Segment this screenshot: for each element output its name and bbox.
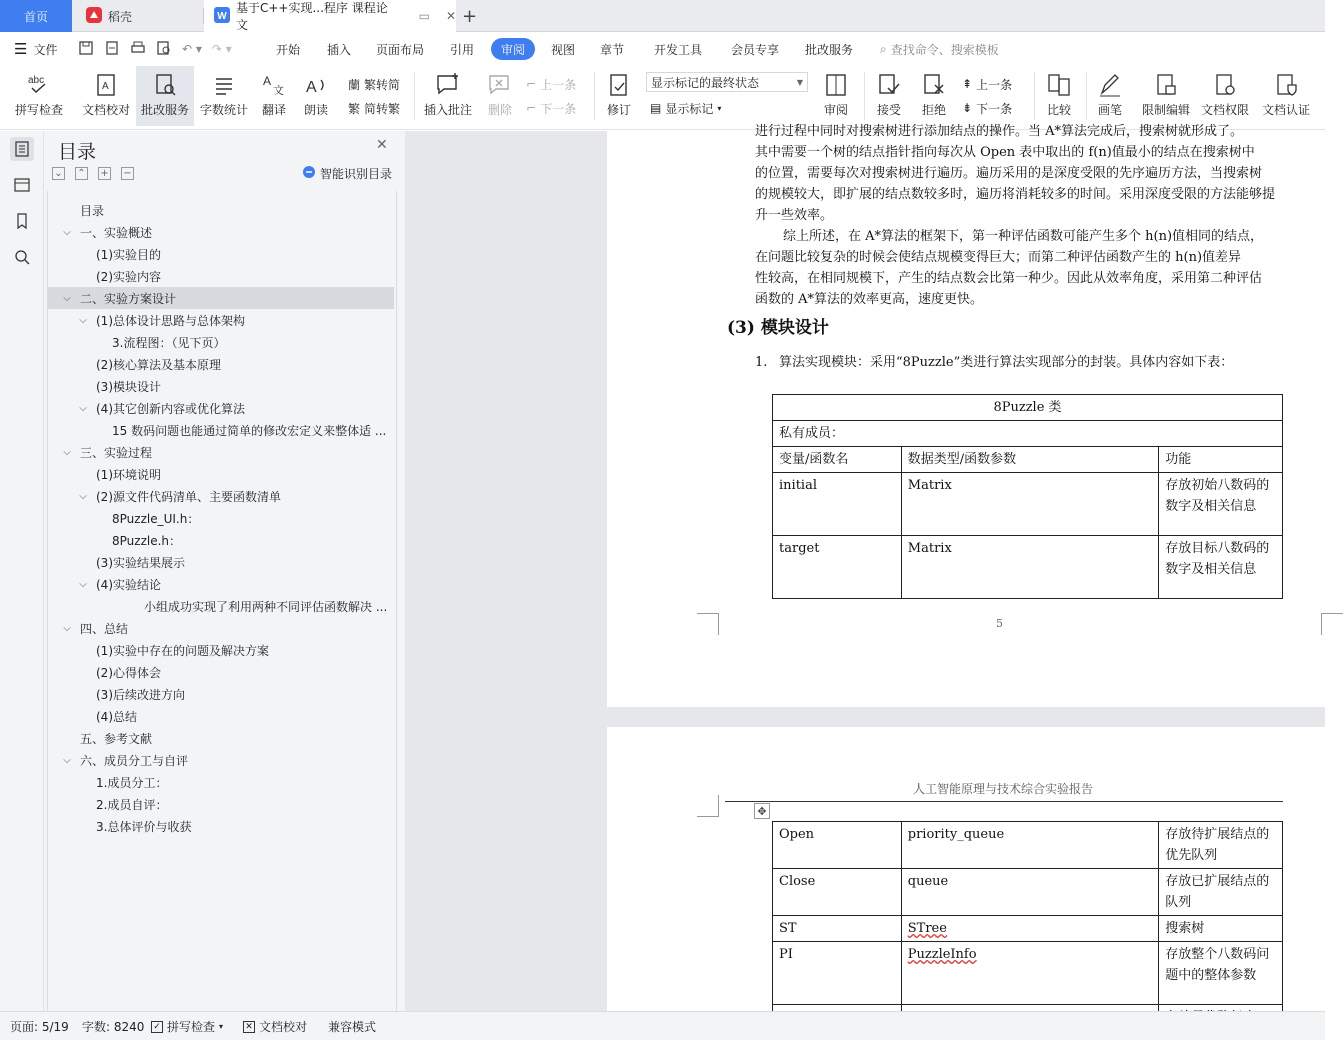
chevron-down-icon[interactable]: ⌵ <box>63 622 71 634</box>
chevron-down-icon[interactable]: ⌵ <box>63 226 71 238</box>
simp-to-trad-label: 简转繁 <box>364 101 401 116</box>
ribbon-separator <box>864 72 865 120</box>
proofread-status-label: 文档校对 <box>259 1020 308 1034</box>
save-icon[interactable] <box>78 40 94 59</box>
toc-item-label: 目录 <box>80 203 105 218</box>
smart-toc-button[interactable] <box>302 165 392 182</box>
table-cell: 存放已扩展结点的队列 <box>1159 869 1283 916</box>
table-cell: target <box>773 536 902 599</box>
table-cell: STree <box>901 916 1159 942</box>
read-aloud-label: 朗读 <box>303 103 328 117</box>
toc-item[interactable] <box>48 815 394 837</box>
compare-icon <box>1046 72 1072 98</box>
spell-check-icon <box>26 72 52 98</box>
compat-mode-indicator: 兼容模式 <box>328 1020 377 1034</box>
toc-item[interactable] <box>48 595 394 617</box>
proofread-status[interactable] <box>243 1012 307 1041</box>
redo-icon[interactable]: ↷ ▾ <box>211 42 232 56</box>
table-cell: Matrix <box>901 536 1158 599</box>
translate-button[interactable] <box>254 66 294 126</box>
toc-item[interactable] <box>48 485 394 507</box>
insert-comment-icon <box>435 72 461 98</box>
table-cell: 搜索树 <box>1159 916 1283 942</box>
table-row <box>773 869 1283 916</box>
menu-review[interactable]: 审阅 <box>491 38 535 60</box>
pen-label: 画笔 <box>1097 103 1122 117</box>
svg-text:文: 文 <box>273 84 284 97</box>
accept-label: 接受 <box>876 103 901 117</box>
show-markup-icon: ▤ <box>650 101 662 115</box>
word-count-icon <box>211 72 237 98</box>
spell-check-status-label: 拼写检查 <box>167 1020 216 1034</box>
spell-check-button[interactable] <box>8 66 70 126</box>
ribbon-separator <box>594 72 595 120</box>
table-cell: priority_queue <box>901 822 1159 869</box>
word-count-button[interactable] <box>198 66 250 126</box>
toc-item-label: 1.成员分工： <box>96 775 168 790</box>
svg-text:A: A <box>263 74 272 88</box>
chevron-down-icon: ▼ <box>796 77 803 87</box>
file-menu[interactable] <box>14 32 57 66</box>
new-tab-button[interactable]: + <box>462 5 478 27</box>
quick-access-toolbar <box>78 32 232 66</box>
toc-item-label: (2)心得体会 <box>96 665 161 680</box>
section-heading: (3) 模块设计 <box>727 318 829 338</box>
toc-item[interactable] <box>48 727 394 749</box>
toc-item-label: 六、成员分工与自评 <box>80 753 189 768</box>
text-line: 在问题比较复杂的时候会使结点规模变得巨大；而第二种评估函数产生的 h(n)值差异 <box>755 250 1242 265</box>
next-comment-label: 下一条 <box>540 101 577 116</box>
spell-check-status[interactable] <box>151 1012 223 1041</box>
svg-text:A: A <box>102 81 109 92</box>
tab-document-label: 基于C++实现...程序 课程论文 <box>236 1 388 32</box>
word-doc-icon <box>214 7 230 26</box>
chevron-down-icon[interactable]: ⌵ <box>63 292 71 304</box>
toc-item[interactable] <box>48 243 394 265</box>
toc-item[interactable] <box>48 419 394 441</box>
class-table <box>772 394 1283 599</box>
text-line: 进行过程中同时对搜索树进行添加结点的操作。当 A*算法完成后，搜索树就形成了。 <box>755 124 1244 139</box>
toc-item-label: (3)实验结果展示 <box>96 555 185 570</box>
remove-heading-icon[interactable]: − <box>121 167 134 180</box>
ribbon-separator <box>1034 72 1035 120</box>
daoke-logo-icon <box>86 7 102 26</box>
chevron-down-icon[interactable]: ⌵ <box>79 578 87 590</box>
pen-button[interactable] <box>1092 66 1128 126</box>
page-number: 5 <box>996 617 1003 630</box>
prev-comment-button[interactable] <box>526 74 576 94</box>
close-icon[interactable]: ✕ <box>376 137 388 153</box>
table-cell: 存放初始八数码的数字及相关信息 <box>1159 473 1283 536</box>
toc-item-label: (2)核心算法及基本原理 <box>96 357 221 372</box>
toc-item-label: 五、参考文献 <box>80 731 153 746</box>
toc-item[interactable] <box>48 463 394 485</box>
correction-service-button[interactable] <box>136 66 194 126</box>
markup-state-value: 显示标记的最终状态 <box>651 75 760 90</box>
table-cell: 存放目标八数码的数字及相关信息 <box>1159 536 1283 599</box>
smart-toc-icon <box>302 165 316 182</box>
reject-button[interactable] <box>914 66 954 126</box>
toc-panel <box>44 131 405 1011</box>
toc-item[interactable] <box>48 793 394 815</box>
toc-item[interactable] <box>48 221 394 243</box>
table-cell: 存放整个八数码问题中的整体参数 <box>1159 942 1283 1005</box>
toc-item[interactable] <box>48 639 394 661</box>
next-change-button[interactable] <box>962 98 1012 118</box>
smart-toc-label: 智能识别目录 <box>320 167 393 181</box>
toc-item-label: 二、实验方案设计 <box>80 291 177 306</box>
table-row <box>773 822 1283 869</box>
toc-item-label: (4)实验结论 <box>96 577 161 592</box>
toc-item-label: (3)模块设计 <box>96 379 161 394</box>
chevron-down-icon[interactable]: ⌵ <box>79 490 87 502</box>
left-toolbar <box>0 131 44 1011</box>
tab-daoke[interactable] <box>74 0 202 32</box>
toc-item-label: 8Puzzle.h： <box>112 533 182 548</box>
hamburger-icon: ☰ <box>14 40 28 58</box>
bookmark-icon[interactable] <box>10 209 34 233</box>
doc-permission-icon <box>1212 72 1238 98</box>
table-title: 8Puzzle 类 <box>773 395 1283 421</box>
toc-item-label: (3)后续改进方向 <box>96 687 185 702</box>
table-header: 数据类型/函数参数 <box>901 447 1158 473</box>
text-line: 函数的 A*算法的效率更高，速度更快。 <box>755 292 984 307</box>
toc-item[interactable] <box>48 507 394 529</box>
word-count-label: 字数统计 <box>199 103 248 117</box>
toc-item[interactable] <box>48 309 394 331</box>
markup-state-select[interactable] <box>646 72 808 92</box>
print-icon[interactable] <box>130 40 146 59</box>
page-5 <box>607 124 1325 707</box>
text-line: 升一些效率。 <box>755 208 834 223</box>
table-cell: Open <box>773 822 902 869</box>
menu-member[interactable]: 会员专享 <box>731 42 780 57</box>
show-markup-label: 显示标记 <box>665 101 714 116</box>
table-row <box>773 536 1283 599</box>
toc-item[interactable] <box>48 397 394 419</box>
add-heading-icon[interactable]: + <box>98 167 111 180</box>
next-comment-button[interactable] <box>526 98 576 118</box>
screen-icon[interactable]: ▭ <box>418 9 430 23</box>
delete-comment-label: 删除 <box>487 103 512 117</box>
prev-change-button[interactable] <box>962 74 1012 94</box>
toc-item[interactable] <box>48 661 394 683</box>
menu-grading[interactable]: 批改服务 <box>805 42 854 57</box>
ribbon-separator <box>1086 72 1087 120</box>
toc-item-label: (2)源文件代码清单、主要函数清单 <box>96 489 281 504</box>
proofread-icon <box>93 72 119 98</box>
next-change-icon: ⇟ <box>962 101 973 115</box>
toc-item-label: (2)实验内容 <box>96 269 161 284</box>
trad-to-simp-label: 繁转简 <box>364 77 401 92</box>
page-corner-mark <box>697 795 719 817</box>
next-change-label: 下一条 <box>976 101 1013 116</box>
toc-item-label: 一、实验概述 <box>80 225 153 240</box>
menu-chapter[interactable]: 章节 <box>600 42 625 57</box>
menu-reference[interactable]: 引用 <box>450 42 475 57</box>
toc-item-label: (1)总体设计思路与总体架构 <box>96 313 245 328</box>
prev-comment-icon: ⌐ <box>526 77 537 91</box>
search-icon[interactable] <box>10 245 34 269</box>
table-row <box>773 942 1283 1005</box>
reject-icon <box>921 72 947 98</box>
word-count-indicator[interactable]: 字数: 8240 <box>82 1020 145 1034</box>
delete-comment-button[interactable] <box>480 66 520 126</box>
toc-item-label: (4)其它创新内容或优化算法 <box>96 401 245 416</box>
shield-icon <box>1273 72 1299 98</box>
simp-to-trad-button[interactable] <box>348 98 400 118</box>
toc-item[interactable] <box>48 529 394 551</box>
toc-item[interactable] <box>48 617 394 639</box>
prev-comment-label: 上一条 <box>540 77 577 92</box>
toc-item-label: (4)总结 <box>96 709 137 724</box>
show-markup-button[interactable] <box>650 98 721 118</box>
lock-icon <box>1153 72 1179 98</box>
page-indicator[interactable]: 页面: 5/19 <box>10 1020 69 1034</box>
table-cell: initial <box>773 473 902 536</box>
track-changes-label: 修订 <box>606 103 631 117</box>
command-search[interactable] <box>880 32 999 66</box>
insert-comment-button[interactable] <box>422 66 474 126</box>
trad-to-simp-icon: 蘭 <box>348 77 361 92</box>
table-private-label: 私有成员： <box>773 421 1283 447</box>
menu-bar <box>0 32 1325 66</box>
menu-start[interactable]: 开始 <box>276 42 301 57</box>
delete-comment-icon <box>487 72 513 98</box>
tab-home-label: 首页 <box>23 9 48 24</box>
expand-up-icon[interactable]: ⌃ <box>75 167 88 180</box>
pen-icon <box>1097 72 1123 98</box>
reject-label: 拒绝 <box>921 103 946 117</box>
title-bar <box>0 0 1325 32</box>
toc-item[interactable] <box>48 199 394 221</box>
chevron-down-icon[interactable]: ⌵ <box>63 754 71 766</box>
chevron-down-icon: ▾ <box>219 1022 224 1031</box>
trad-to-simp-button[interactable] <box>348 74 400 94</box>
menu-devtools[interactable]: 开发工具 <box>654 42 703 57</box>
track-changes-button[interactable] <box>600 66 638 126</box>
simp-to-trad-icon: 繁 <box>348 101 361 116</box>
tab-daoke-label: 稻壳 <box>108 9 133 24</box>
correction-service-label: 批改服务 <box>140 103 189 117</box>
text-line: 其中需要一个树的结点指针指向每次从 Open 表中取出的 f(n)值最小的结点在搜索树中 <box>755 145 1255 160</box>
read-aloud-button[interactable] <box>298 66 334 126</box>
restrict-edit-button[interactable] <box>1140 66 1192 126</box>
toc-item-label: (1)实验目的 <box>96 247 161 262</box>
text-line: 的位置，需要每次对搜索树进行遍历。遍历采用的是深度受限的先序遍历方法，当搜索树 <box>755 166 1263 181</box>
svg-text:A: A <box>306 79 317 96</box>
toc-item[interactable] <box>48 683 394 705</box>
toc-item-label: 2.成员自评： <box>96 797 168 812</box>
checkbox-icon: ✓ <box>151 1021 163 1033</box>
prev-change-label: 上一条 <box>976 77 1013 92</box>
toc-item-label: 8Puzzle_UI.h： <box>112 511 200 526</box>
close-tab-icon[interactable]: ✕ <box>445 9 456 23</box>
table-header: 变量/函数名 <box>773 447 902 473</box>
toc-item[interactable] <box>48 287 394 309</box>
compare-label: 比较 <box>1046 103 1071 117</box>
doc-permission-label: 文档权限 <box>1200 103 1249 117</box>
table-move-handle-icon[interactable]: ✥ <box>754 803 770 819</box>
table-cell: Matrix <box>901 473 1158 536</box>
menu-view[interactable]: 视图 <box>551 42 576 57</box>
page-header: 人工智能原理与技术综合实验报告 <box>913 782 1094 796</box>
table-cell: PI <box>773 942 902 1005</box>
toc-item-label: (1)实验中存在的问题及解决方案 <box>96 643 269 658</box>
command-search-placeholder: 查找命令、搜索模板 <box>890 42 999 57</box>
chevron-down-icon[interactable]: ⌵ <box>79 314 87 326</box>
doc-certify-button[interactable] <box>1258 66 1314 126</box>
text-line: 综上所述，在 A*算法的框架下，第一种评估函数可能产生多个 h(n)值相同的结点， <box>783 229 1264 244</box>
track-changes-icon <box>606 72 632 98</box>
export-pdf-icon[interactable] <box>104 40 120 59</box>
navigation-icon[interactable] <box>10 173 34 197</box>
chevron-down-icon[interactable]: ⌵ <box>63 446 71 458</box>
tab-home[interactable] <box>0 0 72 32</box>
page-corner-mark <box>697 613 719 635</box>
review-pane-button[interactable] <box>816 66 856 126</box>
correction-service-icon <box>152 72 178 98</box>
toc-list <box>47 191 397 1011</box>
toc-item-label: 三、实验过程 <box>80 445 153 460</box>
text-line: 性较高，在相同规模下，产生的结点数会比第一种少。因此从效率角度，采用第二种评估 <box>755 271 1263 286</box>
page-corner-mark <box>1321 613 1343 635</box>
toc-item[interactable] <box>48 265 394 287</box>
toc-item-label: (1)环境说明 <box>96 467 161 482</box>
chevron-down-icon[interactable]: ⌵ <box>79 402 87 414</box>
toc-item-label: 3.流程图：（见下页） <box>112 335 226 350</box>
toc-item[interactable] <box>48 749 394 771</box>
table-cell: 存放待扩展结点的优先队列 <box>1159 822 1283 869</box>
toc-item[interactable] <box>48 441 394 463</box>
proofread-status-icon: ✕ <box>243 1021 255 1033</box>
table-cell: queue <box>901 869 1159 916</box>
spell-check-label: 拼写检查 <box>14 103 63 117</box>
toc-title: 目录 <box>58 141 97 163</box>
ribbon-separator <box>414 72 415 120</box>
accept-button[interactable] <box>870 66 908 126</box>
toc-panel-icon[interactable] <box>10 137 34 161</box>
text-line: 的规模较大，即扩展的结点数较多时，遍历将消耗较多的时间。采用深度受限的方法能够提 <box>755 187 1276 202</box>
tab-document[interactable] <box>204 0 456 32</box>
doc-permission-button[interactable] <box>1198 66 1252 126</box>
translate-icon <box>261 72 287 98</box>
list-item-number: 1. <box>755 355 768 370</box>
next-comment-icon: ⌐ <box>526 101 537 115</box>
toc-item[interactable] <box>48 375 394 397</box>
page-6 <box>607 727 1325 1017</box>
tab-divider <box>203 8 204 24</box>
prev-change-icon: ⇞ <box>962 77 973 91</box>
table-header: 功能 <box>1159 447 1283 473</box>
toc-item[interactable] <box>48 331 394 353</box>
list-item-text: 算法实现模块：采用“8Puzzle”类进行算法实现部分的封装。具体内容如下表： <box>779 355 1234 370</box>
toc-item-label: 小组成功实现了利用两种不同评估函数解决 ... <box>144 599 388 614</box>
toc-toolbar <box>52 167 134 180</box>
svg-text:abc: abc <box>28 75 45 86</box>
proofread-label: 文档校对 <box>81 103 130 117</box>
table-cell: Close <box>773 869 902 916</box>
table-cell: ST <box>773 916 902 942</box>
toc-item-label: 3.总体评价与收获 <box>96 819 192 834</box>
chevron-down-icon: ▾ <box>717 103 722 113</box>
status-bar <box>0 1011 1325 1040</box>
toc-item[interactable] <box>48 551 394 573</box>
file-menu-label: 文件 <box>33 42 58 57</box>
read-aloud-icon <box>303 72 329 98</box>
search-icon: ⌕ <box>880 41 887 56</box>
table-row <box>773 473 1283 536</box>
toc-item[interactable] <box>48 353 394 375</box>
table-cell: PuzzleInfo <box>901 942 1159 1005</box>
header-rule <box>725 801 1283 802</box>
review-pane-icon <box>823 72 849 98</box>
doc-certify-label: 文档认证 <box>1261 103 1310 117</box>
proofread-button[interactable] <box>78 66 134 126</box>
document-area <box>405 124 1325 1011</box>
class-table-continued <box>772 821 1283 1031</box>
restrict-edit-label: 限制编辑 <box>1141 103 1190 117</box>
print-preview-icon[interactable] <box>156 40 172 59</box>
toc-item[interactable] <box>48 771 394 793</box>
insert-comment-label: 插入批注 <box>423 103 472 117</box>
toc-item-label: 四、总结 <box>80 621 129 636</box>
undo-icon[interactable]: ↶ ▾ <box>182 42 202 56</box>
toc-item[interactable] <box>48 573 394 595</box>
table-row <box>773 916 1283 942</box>
accept-icon <box>876 72 902 98</box>
toc-item[interactable] <box>48 705 394 727</box>
menu-layout[interactable]: 页面布局 <box>376 42 425 57</box>
compare-button[interactable] <box>1040 66 1078 126</box>
translate-label: 翻译 <box>261 103 286 117</box>
toc-item-label: 15 数码问题也能通过简单的修改宏定义来整体适 ... <box>112 423 387 438</box>
review-pane-label: 审阅 <box>823 103 848 117</box>
collapse-all-icon[interactable]: ⌄ <box>52 167 65 180</box>
svg-text:W: W <box>217 10 227 22</box>
menu-insert[interactable]: 插入 <box>327 42 352 57</box>
